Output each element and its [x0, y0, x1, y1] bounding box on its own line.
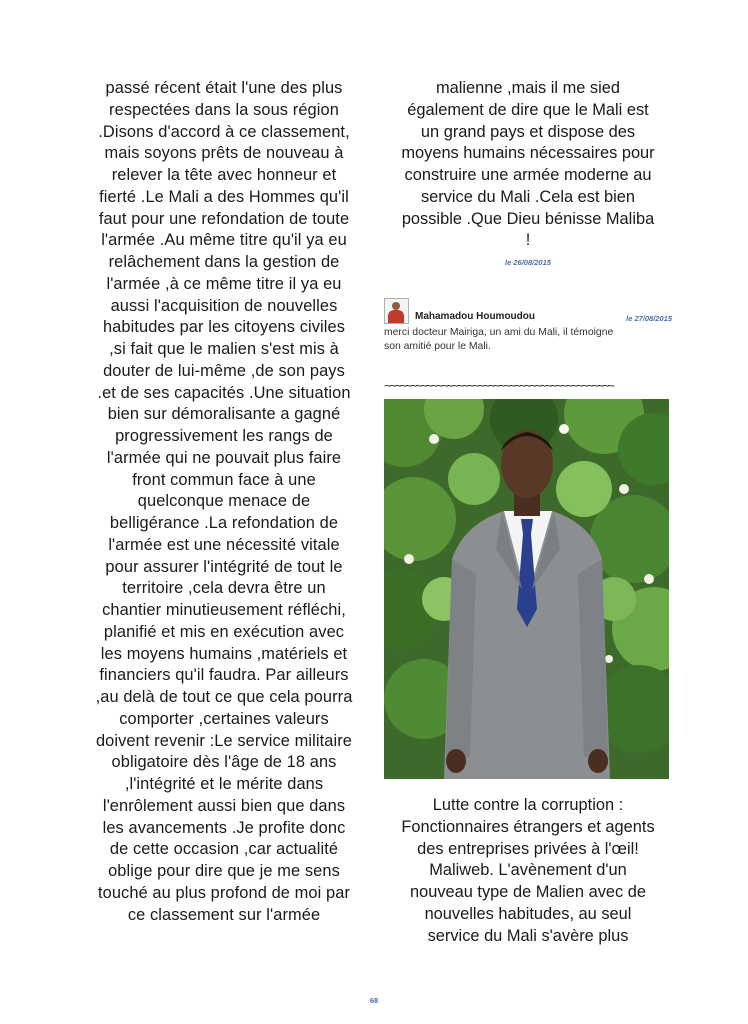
comment-line: son amitié pour le Mali.	[384, 341, 491, 352]
article-line: planifié et mis en exécution avec	[103, 622, 345, 641]
article-line: moyens humains nécessaires pour	[401, 144, 655, 163]
article-line: également de dire que le Mali est	[407, 100, 649, 119]
portrait-photo	[384, 399, 669, 779]
caption-line: service du Mali s'avère plus	[427, 926, 629, 945]
article-line: faut pour une refondation de toute	[98, 209, 350, 228]
article-line: front commun face à une	[132, 470, 316, 489]
article-line: passé récent était l'une des plus	[105, 79, 343, 97]
article-line: relever la tête avec honneur et	[111, 166, 337, 184]
article-line: .et de ses capacités .Une situation	[97, 383, 351, 402]
article-line: les moyens humains ,matériels et	[100, 644, 348, 663]
article-line: touché au plus profond de moi par	[97, 883, 351, 902]
article-line: les avancements .Je profite donc	[102, 818, 346, 837]
comment-header	[384, 298, 672, 324]
article-line: aussi l'acquisition de nouvelles	[110, 296, 338, 315]
article-line: .Disons d'accord à ce classement,	[98, 122, 350, 141]
article-line: habitudes par les citoyens civiles	[102, 318, 346, 337]
article-line: bien sur démoralisante a gagné	[107, 405, 341, 424]
right-article-column	[384, 78, 672, 268]
article-line: ,au delà de tout ce que cela pourra	[95, 688, 353, 706]
article-line: l'armée ,à ce même titre il ya eu	[106, 274, 342, 293]
article-line: quelconque menace de	[137, 492, 311, 511]
comment-block	[384, 298, 672, 354]
avatar	[384, 298, 409, 324]
article-line: belligérance .La refondation de	[109, 514, 339, 532]
left-article-column	[80, 78, 368, 926]
article-line: oblige pour dire que je me sens	[108, 862, 340, 880]
page-number: 68	[369, 996, 379, 1005]
article-line: mais soyons prêts de nouveau à	[104, 144, 344, 163]
portrait-illustration	[384, 399, 669, 779]
avatar-head	[392, 302, 400, 310]
article-line: l'armée .Au même titre qu'il ya eu	[101, 231, 347, 250]
tilde-separator: ~~~~~~~~~~~~~~~~~~~~~~~~~~~~~~~~~~~~~~~~~~~~	[384, 378, 613, 393]
article-line: ,si fait que le malien s'est mis à	[109, 340, 339, 358]
article-line: chantier minutieusement réfléchi,	[102, 601, 346, 619]
caption-line: Fonctionnaires étrangers et agents	[401, 817, 655, 836]
article-line: ,l'intégrité et le mérite dans	[124, 775, 324, 793]
article-line: comporter ,certaines valeurs	[119, 709, 329, 728]
caption-line: Lutte contre la corruption :	[432, 796, 624, 814]
article-line: douter de lui-même ,de son pays	[103, 361, 345, 380]
article-line: ce classement sur l'armée	[127, 905, 321, 924]
article-line: obligatoire dès l'âge de 18 ans	[111, 753, 337, 772]
article-line: doivent revenir :Le service militaire	[95, 731, 353, 750]
comment-text	[384, 326, 672, 354]
article-line: un grand pays et dispose des	[420, 122, 636, 141]
article-line: construire une armée moderne au	[404, 166, 652, 184]
caption-line: nouvelles habitudes, au seul	[424, 904, 632, 923]
caption-line: nouveau type de Malien avec de	[409, 883, 646, 901]
article-line: territoire ,cela devra être un	[122, 579, 326, 598]
article-line: malienne ,mais il me sied	[435, 79, 620, 97]
comment-date: le 27/08/2015	[626, 314, 672, 323]
article-line: financiers qu'il faudra. Par ailleurs	[99, 666, 349, 685]
article-line: l'enrôlement aussi bien que dans	[102, 796, 346, 815]
article-line: pour assurer l'intégrité de tout le	[105, 557, 343, 576]
article-line: !	[525, 231, 531, 250]
caption-line: des entreprises privées à l'œil!	[417, 839, 639, 858]
article-line: l'armée est une nécessité vitale	[108, 535, 340, 554]
photo-caption	[384, 795, 672, 947]
caption-line: Maliweb. L'avènement d'un	[429, 861, 627, 880]
article-line: progressivement les rangs de	[115, 427, 333, 445]
avatar-torso	[388, 310, 404, 324]
article-line: relâchement dans la gestion de	[108, 253, 340, 271]
article-line: respectées dans la sous région	[109, 100, 339, 119]
article-line: de cette occasion ,car actualité	[109, 840, 339, 859]
article-line: service du Mali .Cela est bien	[420, 187, 636, 206]
article-line: l'armée qui ne pouvait plus faire	[106, 448, 342, 467]
comment-author: Mahamadou Houmoudou	[415, 311, 535, 322]
article-line: fierté .Le Mali a des Hommes qu'il	[99, 187, 349, 206]
post-date: le 26/08/2015	[505, 258, 551, 267]
comment-line: merci docteur Mairiga, un ami du Mali, il témoigne	[384, 327, 614, 338]
article-line: possible .Que Dieu bénisse Maliba	[401, 209, 655, 228]
